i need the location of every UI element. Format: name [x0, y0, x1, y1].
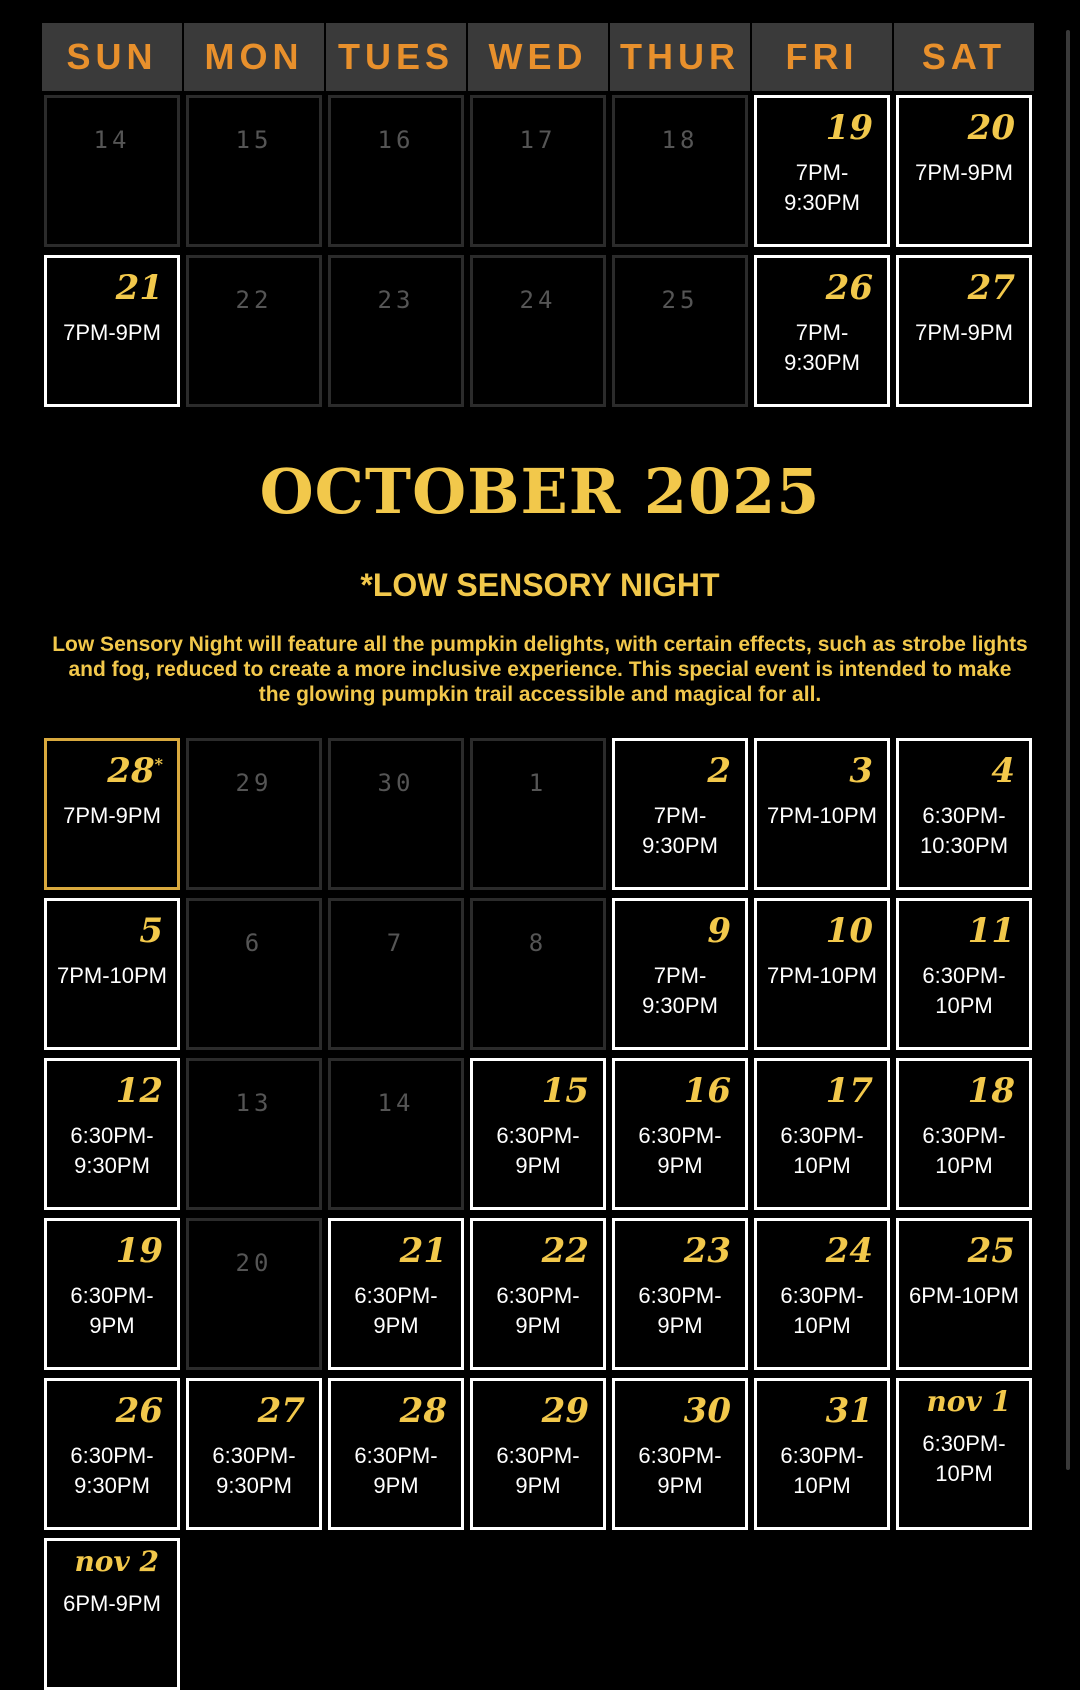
closed-day-cell [186, 255, 322, 407]
hours-text: 6:30PM- 9PM [496, 1443, 580, 1498]
day-number-value: 17 [825, 1071, 873, 1111]
day-number: 30 [377, 769, 415, 797]
weekday-wed: WED [468, 23, 610, 91]
hours-text: 7PM-10PM [766, 963, 878, 988]
weekday-header-row [42, 23, 1038, 91]
day-number-value: 26 [115, 1391, 163, 1431]
hours-text: 7PM-10PM [56, 963, 168, 988]
day-number [258, 1391, 305, 1431]
day-number [116, 1071, 163, 1111]
day-number: 13 [235, 1089, 273, 1117]
open-day-cell[interactable] [44, 1218, 180, 1370]
day-number: 23 [377, 286, 415, 314]
closed-day-cell [328, 898, 464, 1050]
day-number: 14 [93, 126, 131, 154]
day-number [707, 751, 731, 791]
day-number [968, 268, 1015, 308]
open-day-cell[interactable] [754, 255, 890, 407]
day-number-value: 19 [115, 1231, 163, 1271]
hours-text: 7PM-9PM [915, 320, 1013, 345]
day-number-value: 16 [683, 1071, 731, 1111]
open-day-cell[interactable] [328, 1218, 464, 1370]
day-number [826, 1231, 873, 1271]
weekday-tues: TUES [326, 23, 468, 91]
low-sensory-heading: *LOW SENSORY NIGHT [360, 567, 720, 603]
open-day-cell[interactable] [612, 1378, 748, 1530]
day-number [400, 1231, 447, 1271]
open-day-cell[interactable] [896, 1058, 1032, 1210]
day-number [968, 1231, 1015, 1271]
hours-text: 6:30PM- 9PM [354, 1283, 438, 1338]
open-day-cell[interactable] [186, 1378, 322, 1530]
day-number [107, 751, 163, 791]
day-number [826, 108, 873, 148]
day-number: 1 [528, 769, 548, 797]
day-number [968, 911, 1015, 951]
day-number [849, 751, 873, 791]
open-day-cell[interactable] [612, 1218, 748, 1370]
low-sensory-marker: * [154, 754, 163, 774]
day-number [968, 108, 1015, 148]
hours-text: 6:30PM- 9:30PM [70, 1123, 154, 1178]
open-day-cell[interactable] [896, 95, 1032, 247]
nov-date-label: nov 2 [74, 1545, 159, 1578]
hours-text: 7PM- 9:30PM [642, 963, 718, 1018]
hours-text: 6:30PM- 10PM [922, 963, 1006, 1018]
closed-day-cell [186, 898, 322, 1050]
day-number-value: 10 [825, 911, 873, 951]
day-number-value: 4 [991, 751, 1015, 791]
open-day-cell[interactable] [896, 255, 1032, 407]
september-calendar-grid [44, 95, 1030, 407]
low-sensory-description: Low Sensory Night will feature all the pumpkin delights, with certain effects, such as strobe lights and fog, reduced to create a more inclusive experience. This special event is intended to make the glowing pumpkin trail accessible and magical for all. [52, 633, 1028, 706]
hours-text: 6:30PM- 10:30PM [919, 803, 1009, 858]
open-day-cell[interactable] [470, 1218, 606, 1370]
day-number-value: 11 [967, 911, 1015, 951]
day-number-value: 30 [683, 1391, 731, 1431]
day-number-value: 19 [825, 108, 873, 148]
day-number [542, 1071, 589, 1111]
day-number: 8 [528, 929, 548, 957]
hours-text: 7PM-9PM [63, 320, 161, 345]
month-title: OCTOBER 2025 [259, 455, 821, 528]
day-number: 17 [519, 126, 557, 154]
day-number [139, 911, 163, 951]
open-day-cell[interactable] [754, 1378, 890, 1530]
open-day-cell[interactable] [754, 738, 890, 890]
hours-text: 6:30PM- 9PM [496, 1123, 580, 1178]
day-number-value: 2 [707, 751, 731, 791]
closed-day-cell [470, 95, 606, 247]
open-day-cell[interactable] [44, 1058, 180, 1210]
open-day-cell[interactable] [44, 255, 180, 407]
day-number [542, 1231, 589, 1271]
day-number-value: 28 [107, 751, 155, 791]
day-number [684, 1231, 731, 1271]
closed-day-cell [328, 95, 464, 247]
open-day-cell[interactable] [470, 1058, 606, 1210]
open-day-cell[interactable] [44, 1378, 180, 1530]
weekday-mon: MON [184, 23, 326, 91]
hours-text: 7PM- 9:30PM [784, 320, 860, 375]
open-day-cell[interactable] [612, 738, 748, 890]
day-number: 15 [235, 126, 273, 154]
hours-text: 6:30PM- 10PM [922, 1431, 1006, 1486]
day-number [968, 1071, 1015, 1111]
day-number-value: 18 [967, 1071, 1015, 1111]
day-number: 14 [377, 1089, 415, 1117]
day-number [707, 911, 731, 951]
day-number-value: 9 [707, 911, 731, 951]
scrollbar[interactable] [1066, 30, 1070, 1470]
day-number-value: 20 [967, 108, 1015, 148]
closed-day-cell [470, 898, 606, 1050]
hours-text: 6:30PM- 9PM [496, 1283, 580, 1338]
open-day-cell[interactable] [896, 1218, 1032, 1370]
hours-text: 7PM-9PM [915, 160, 1013, 185]
day-number-value: 24 [825, 1231, 873, 1271]
day-number: 7 [386, 929, 406, 957]
day-number: 16 [377, 126, 415, 154]
day-number-value: 21 [115, 268, 163, 308]
open-day-cell[interactable] [44, 738, 180, 890]
open-day-cell[interactable] [896, 738, 1032, 890]
day-number-value: 27 [967, 268, 1015, 308]
hours-text: 6:30PM- 10PM [780, 1123, 864, 1178]
day-number [542, 1391, 589, 1431]
day-number-value: 27 [257, 1391, 305, 1431]
closed-day-cell [328, 255, 464, 407]
hours-text: 7PM- 9:30PM [642, 803, 718, 858]
day-number-value: 21 [399, 1231, 447, 1271]
open-day-cell[interactable] [612, 898, 748, 1050]
nov-date-label: nov 1 [926, 1385, 1011, 1418]
day-number [684, 1391, 731, 1431]
day-number-value: 23 [683, 1231, 731, 1271]
day-number: 22 [235, 286, 273, 314]
hours-text: 6:30PM- 10PM [780, 1283, 864, 1338]
open-day-cell[interactable] [754, 1058, 890, 1210]
weekday-fri: FRI [752, 23, 894, 91]
hours-text: 6PM-10PM [908, 1283, 1020, 1308]
day-number: 20 [235, 1249, 273, 1277]
day-number: 24 [519, 286, 557, 314]
hours-text: 6:30PM- 10PM [922, 1123, 1006, 1178]
hours-text: 6:30PM- 9PM [70, 1283, 154, 1338]
weekday-sun: SUN [42, 23, 184, 91]
day-number-value: 22 [541, 1231, 589, 1271]
closed-day-cell [612, 95, 748, 247]
open-day-cell[interactable] [896, 1378, 1032, 1530]
october-calendar-grid [44, 738, 1030, 1690]
open-day-cell[interactable] [754, 1218, 890, 1370]
day-number [826, 1071, 873, 1111]
hours-text: 7PM- 9:30PM [784, 160, 860, 215]
day-number-value: 31 [825, 1391, 873, 1431]
hours-text: 6:30PM- 9PM [638, 1283, 722, 1338]
day-number: 29 [235, 769, 273, 797]
day-number-value: 5 [139, 911, 163, 951]
open-day-cell[interactable] [328, 1378, 464, 1530]
open-day-cell[interactable] [44, 898, 180, 1050]
weekday-thur: THUR [610, 23, 752, 91]
day-number [826, 911, 873, 951]
hours-text: 6:30PM- 9PM [638, 1123, 722, 1178]
closed-day-cell [470, 255, 606, 407]
hours-text: 6:30PM- 9PM [638, 1443, 722, 1498]
day-number [116, 268, 163, 308]
day-number [991, 751, 1015, 791]
day-number-value: 12 [115, 1071, 163, 1111]
hours-text: 7PM-9PM [63, 803, 161, 828]
hours-text: 6:30PM- 9:30PM [70, 1443, 154, 1498]
day-number-value: 15 [541, 1071, 589, 1111]
closed-day-cell [328, 1058, 464, 1210]
day-number: 18 [661, 126, 699, 154]
day-number: 6 [244, 929, 264, 957]
day-number [116, 1231, 163, 1271]
day-number [826, 268, 873, 308]
closed-day-cell [186, 738, 322, 890]
open-day-cell[interactable] [754, 898, 890, 1050]
hours-text: 6PM-9PM [63, 1591, 161, 1616]
closed-day-cell [186, 1218, 322, 1370]
hours-text: 6:30PM- 9PM [354, 1443, 438, 1498]
day-number [826, 1391, 873, 1431]
day-number-value: 3 [849, 751, 873, 791]
closed-day-cell [44, 95, 180, 247]
day-number [684, 1071, 731, 1111]
open-day-cell[interactable] [612, 1058, 748, 1210]
closed-day-cell [186, 95, 322, 247]
open-day-cell[interactable] [896, 898, 1032, 1050]
hours-text: 6:30PM- 10PM [780, 1443, 864, 1498]
day-number-value: 26 [825, 268, 873, 308]
day-number-value: 28 [399, 1391, 447, 1431]
closed-day-cell [186, 1058, 322, 1210]
hours-text: 7PM-10PM [766, 803, 878, 828]
closed-day-cell [612, 255, 748, 407]
open-day-cell[interactable] [470, 1378, 606, 1530]
open-day-cell[interactable] [754, 95, 890, 247]
day-number [400, 1391, 447, 1431]
day-number [116, 1391, 163, 1431]
day-number-value: 25 [967, 1231, 1015, 1271]
closed-day-cell [328, 738, 464, 890]
day-number: 25 [661, 286, 699, 314]
closed-day-cell [470, 738, 606, 890]
day-number-value: 29 [541, 1391, 589, 1431]
hours-text: 6:30PM- 9:30PM [212, 1443, 296, 1498]
open-day-cell[interactable] [44, 1538, 180, 1690]
weekday-sat: SAT [894, 23, 1036, 91]
